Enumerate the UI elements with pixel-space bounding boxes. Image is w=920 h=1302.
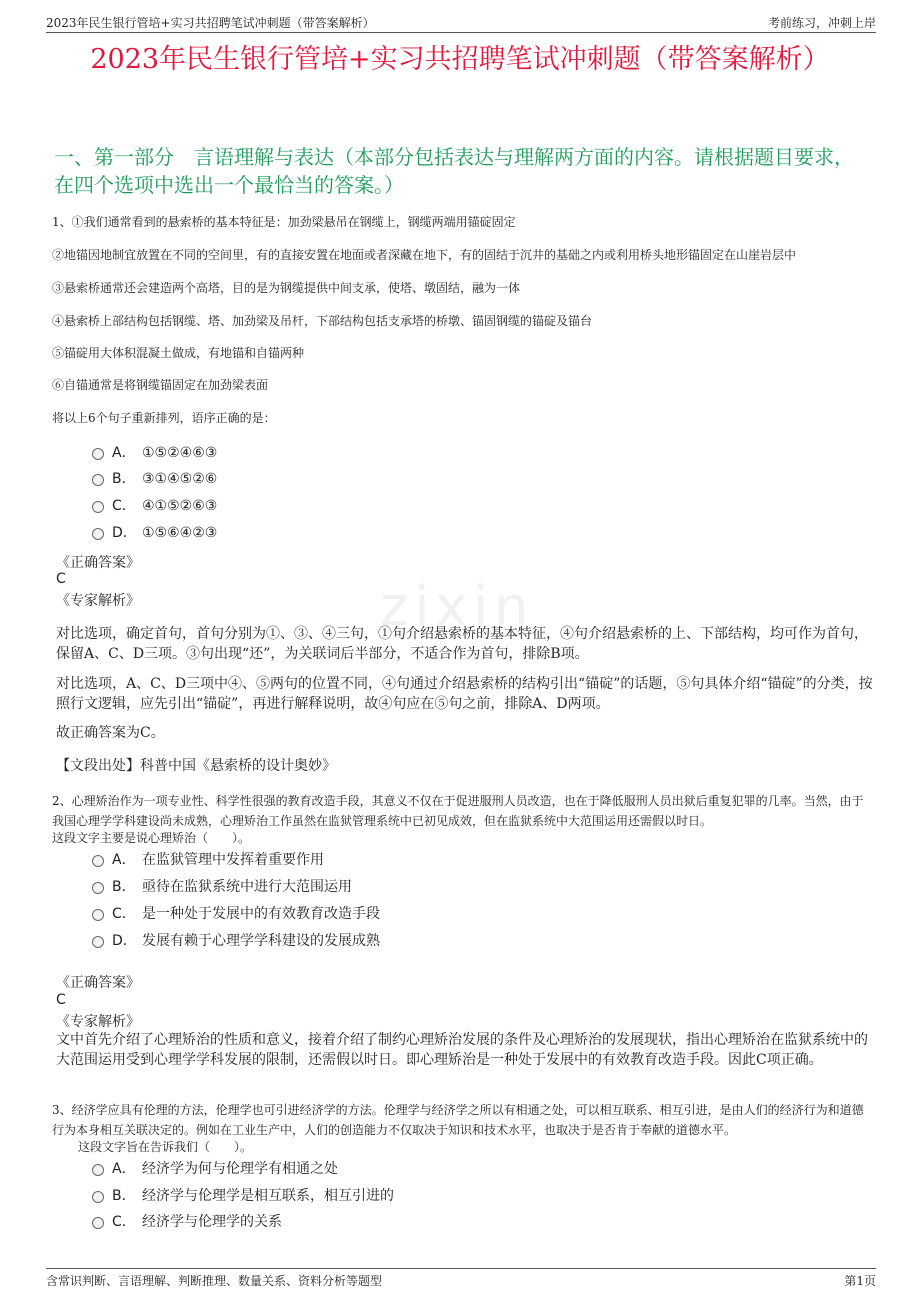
radio-icon[interactable] bbox=[92, 1191, 104, 1203]
q3-option-a[interactable]: A． 经济学为何与伦理学有相通之处 bbox=[92, 1160, 338, 1178]
q2-analysis-label: 《专家解析》 bbox=[56, 1014, 140, 1030]
q1-analysis-1: 对比选项，确定首句，首句分别为①、③、④三句，①句介绍悬索桥的基本特征，④句介绍悬索桥的上、下部结构，均可作为首句，保留A、C、D三项。③句出现“还”，为关联词后半部分，不适合作为首句，排除B项。 bbox=[56, 626, 868, 662]
q1-answer-label: 《正确答案》 bbox=[56, 555, 140, 571]
q1-line-1: 1、①我们通常看到的悬索桥的基本特征是：加劲梁悬吊在钢缆上，钢缆两端用锚碇固定 bbox=[52, 215, 516, 229]
q1-line-5: ⑤锚碇用大体积混凝土做成，有地锚和自锚两种 bbox=[52, 346, 305, 360]
q3-text: 3、经济学应具有伦理的方法，伦理学也可引进经济学的方法。伦理学与经济学之所以有相通之处，可以相互联系、相互引进，是由人们的经济行为和道德行为本身相互关联决定的。例如在工业生产中，人们的创造能力不仅取决于知识和技术水平，也取决于是否肯于奉献的道德水平。 bbox=[52, 1103, 864, 1137]
q1-question: 将以上6个句子重新排列，语序正确的是： bbox=[52, 411, 276, 425]
q1-option-c[interactable]: C． ④①⑤②⑥③ bbox=[92, 497, 217, 515]
header-slogan: 考前练习，冲刺上岸 bbox=[767, 16, 876, 30]
q2-option-b[interactable]: B． 亟待在监狱系统中进行大范围运用 bbox=[92, 878, 352, 896]
radio-icon[interactable] bbox=[92, 528, 104, 540]
q1-source: 【文段出处】科普中国《悬索桥的设计奥妙》 bbox=[56, 758, 336, 774]
q1-line-2: ②地锚因地制宜放置在不同的空间里，有的直接安置在地面或者深藏在地下，有的固结于沉井的基础之内或利用桥头地形锚固定在山崖岩层中 bbox=[52, 248, 797, 262]
q2-answer-label: 《正确答案》 bbox=[56, 975, 140, 991]
q1-line-3: ③悬索桥通常还会建造两个高塔，目的是为钢缆提供中间支承，使塔、墩固结，融为一体 bbox=[52, 281, 521, 295]
radio-icon[interactable] bbox=[92, 448, 104, 460]
page-footer bbox=[46, 1268, 876, 1289]
radio-icon[interactable] bbox=[92, 474, 104, 486]
page-title: 2023年民生银行管培+实习共招聘笔试冲刺题（带答案解析） bbox=[90, 44, 830, 75]
q1-line-6: ⑥自锚通常是将钢缆锚固定在加劲梁表面 bbox=[52, 378, 269, 392]
q2-option-d[interactable]: D． 发展有赖于心理学学科建设的发展成熟 bbox=[92, 932, 380, 950]
q3-question: 这段文字旨在告诉我们（ ）。 bbox=[78, 1140, 253, 1154]
radio-icon[interactable] bbox=[92, 1217, 104, 1229]
radio-icon[interactable] bbox=[92, 882, 104, 894]
q2-text: 2、心理矫治作为一项专业性、科学性很强的教育改造手段，其意义不仅在于促进服刑人员改造，也在于降低服刑人员出狱后重复犯罪的几率。当然，由于我国心理学学科建设尚未成熟，心理矫治工作虽然在监狱管理系统中已初见成效，但在监狱系统中大范围运用还需假以时日。 bbox=[52, 794, 864, 828]
q1-line-4: ④悬索桥上部结构包括钢缆、塔、加劲梁及吊杆，下部结构包括支承塔的桥墩、锚固钢缆的锚碇及锚台 bbox=[52, 314, 593, 328]
radio-icon[interactable] bbox=[92, 909, 104, 921]
q1-option-a[interactable]: A． ①⑤②④⑥③ bbox=[92, 444, 217, 462]
page-number: 第1页 bbox=[844, 1274, 876, 1288]
q1-analysis-2: 对比选项，A、C、D三项中④、⑤两句的位置不同，④句通过介绍悬索桥的结构引出“锚碇”的话题，⑤句具体介绍“锚碇”的分类，按照行文逻辑，应先引出“锚碇”，再进行解释说明，故④句应在⑤句之前，排除A、D两项。 bbox=[56, 676, 873, 712]
q2-option-c[interactable]: C． 是一种处于发展中的有效教育改造手段 bbox=[92, 905, 380, 923]
q2-analysis: 文中首先介绍了心理矫治的性质和意义，接着介绍了制约心理矫治发展的条件及心理矫治的发展现状，指出心理矫治在监狱系统中的大范围运用受到心理学学科发展的限制，还需假以时日。即心理矫治是一种处于发展中的有效教育改造手段。因此C项正确。 bbox=[56, 1032, 868, 1068]
q3-option-c[interactable]: C． 经济学与伦理学的关系 bbox=[92, 1213, 282, 1231]
q1-answer: C bbox=[56, 571, 66, 587]
page-header bbox=[46, 12, 876, 33]
q1-analysis-3: 故正确答案为C。 bbox=[56, 725, 165, 741]
q3-option-b[interactable]: B． 经济学与伦理学是相互联系，相互引进的 bbox=[92, 1187, 394, 1205]
radio-icon[interactable] bbox=[92, 501, 104, 513]
radio-icon[interactable] bbox=[92, 855, 104, 867]
header-doc-title: 2023年民生银行管培+实习共招聘笔试冲刺题（带答案解析） bbox=[46, 16, 375, 30]
radio-icon[interactable] bbox=[92, 936, 104, 948]
q2-option-a[interactable]: A． 在监狱管理中发挥着重要作用 bbox=[92, 851, 324, 869]
q1-analysis-label: 《专家解析》 bbox=[56, 593, 140, 609]
radio-icon[interactable] bbox=[92, 1164, 104, 1176]
section-heading: 一、第一部分 言语理解与表达（本部分包括表达与理解两方面的内容。请根据题目要求，在四个选项中选出一个最恰当的答案。） bbox=[54, 145, 854, 197]
q1-option-d[interactable]: D． ①⑤⑥④②③ bbox=[92, 524, 217, 542]
watermark: zixin bbox=[380, 575, 535, 638]
footer-description: 含常识判断、言语理解、判断推理、数量关系、资料分析等题型 bbox=[46, 1274, 383, 1288]
q1-option-b[interactable]: B． ③①④⑤②⑥ bbox=[92, 470, 217, 488]
q2-question: 这段文字主要是说心理矫治（ ）。 bbox=[52, 831, 251, 845]
q2-answer: C bbox=[56, 992, 66, 1008]
